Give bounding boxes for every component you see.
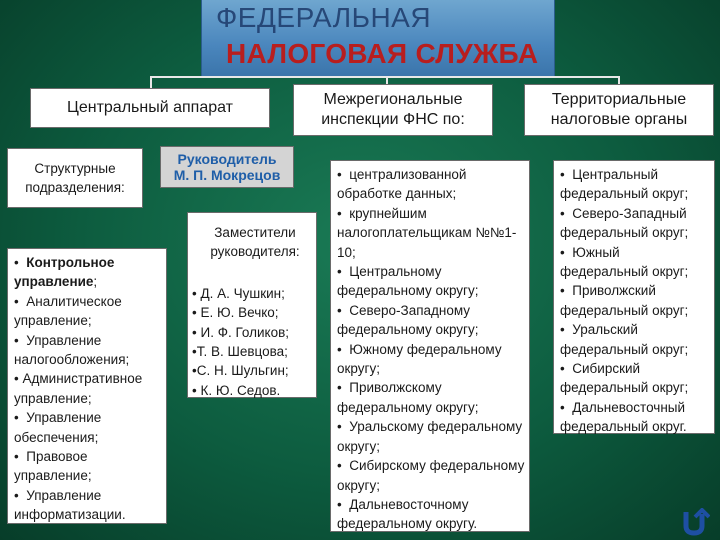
title-banner xyxy=(201,0,555,76)
structural-box xyxy=(7,148,143,208)
department-item: • Административное управление; xyxy=(14,371,143,406)
districts-box xyxy=(553,160,715,434)
deputy-item: • Д. А. Чушкин; xyxy=(192,285,285,301)
district-item: • Центральный федеральный округ; xyxy=(560,167,689,202)
inspection-item: • Центральному федеральному округу; xyxy=(337,264,479,299)
deputy-item: •С. Н. Шульгин; xyxy=(192,363,289,379)
deputy-item: •Т. В. Шевцова; xyxy=(192,344,288,360)
inspection-item: • Сибирскому федеральному округу; xyxy=(337,458,525,493)
inspections-list xyxy=(337,165,525,534)
deputy-item: • Е. Ю. Вечко; xyxy=(192,305,279,321)
return-arrow-icon[interactable] xyxy=(680,508,710,536)
interregional-header: Межрегиональные инспекции ФНС по: xyxy=(293,84,493,136)
deputies-list xyxy=(192,284,314,400)
deputies-box xyxy=(187,212,317,398)
department-item: • Правовое управление; xyxy=(14,449,92,484)
departments-list xyxy=(14,253,164,525)
district-item: • Южный федеральный округ; xyxy=(560,244,689,280)
district-item: • Дальневосточный федеральный округ. xyxy=(560,399,687,435)
inspection-item: • Южному федеральному округу; xyxy=(337,341,502,377)
departments-box xyxy=(7,248,167,524)
deputy-item: • К. Ю. Седов. xyxy=(192,382,281,398)
inspections-box xyxy=(330,160,530,532)
department-item: • Управление налогообложения; xyxy=(14,332,130,368)
connector-central xyxy=(150,76,152,88)
districts-list xyxy=(560,165,710,437)
department-item: • Управление информатизации. xyxy=(14,487,126,523)
title-line2: НАЛОГОВАЯ СЛУЖБА xyxy=(226,38,539,69)
head-title: Руководитель xyxy=(177,151,277,167)
inspection-item: • Северо-Западному федеральному округу; xyxy=(337,302,479,338)
district-item: • Северо-Западный федеральный округ; xyxy=(560,205,689,241)
department-item: • Аналитическое управление; xyxy=(14,293,122,329)
department-item: • Контрольное управление; xyxy=(14,255,115,290)
inspection-item: • Приволжскому федеральному округу; xyxy=(337,380,479,415)
inspection-item: • Уральскому федеральному округу; xyxy=(337,419,523,454)
department-item: • Управление обеспечения; xyxy=(14,410,102,445)
territorial-header: Территориальные налоговые органы xyxy=(524,84,714,136)
head-name: М. П. Мокрецов xyxy=(173,167,281,183)
district-item: • Сибирский федеральный округ; xyxy=(560,361,689,396)
district-item: • Приволжский федеральный округ; xyxy=(560,283,689,318)
central-header: Центральный аппарат xyxy=(30,88,270,128)
deputies-title: Заместители руководителя: xyxy=(210,225,300,260)
structural-label: Структурные подразделения: xyxy=(25,160,125,195)
connector-territorial xyxy=(618,76,620,84)
district-item: • Уральский федеральный округ; xyxy=(560,322,689,357)
connector-interregional xyxy=(386,76,388,84)
deputy-item: • И. Ф. Голиков; xyxy=(192,324,289,340)
inspection-item: • крупнейшим налогоплательщикам №№1-10; xyxy=(337,205,517,260)
connector-top xyxy=(150,76,620,78)
inspection-item: • Дальневосточному федеральному округу. xyxy=(337,496,478,532)
head-box xyxy=(160,146,294,188)
inspection-item: • централизованной обработке данных; xyxy=(337,167,467,202)
title-line1: ФЕДЕРАЛЬНАЯ xyxy=(216,2,432,33)
